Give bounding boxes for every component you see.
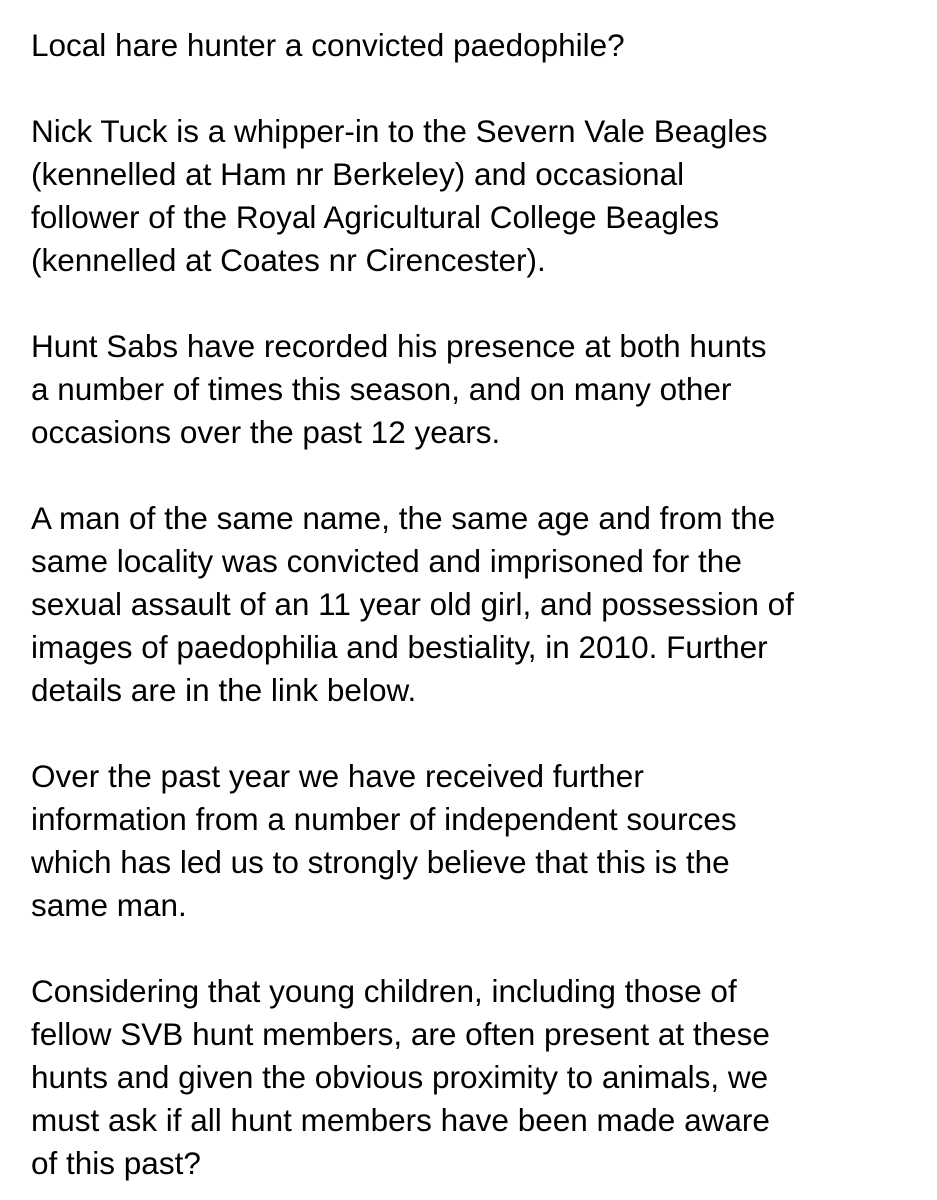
paragraph-whipper-in bbox=[31, 110, 921, 282]
text-line: of this past? bbox=[31, 1145, 201, 1181]
text-line: same locality was convicted and imprisoned for the bbox=[31, 543, 742, 579]
text-line: which has led us to strongly believe that this is the bbox=[31, 844, 730, 880]
text-line: images of paedophilia and bestiality, in 2010. Further bbox=[31, 629, 768, 665]
text-line: (kennelled at Ham nr Berkeley) and occasional bbox=[31, 156, 685, 192]
note-body bbox=[31, 24, 921, 1185]
text-line: Considering that young children, including those of bbox=[31, 973, 737, 1009]
paragraph-hunt-sabs bbox=[31, 325, 921, 454]
text-line: details are in the link below. bbox=[31, 672, 417, 708]
text-line: a number of times this season, and on many other bbox=[31, 371, 732, 407]
text-line: fellow SVB hunt members, are often present at these bbox=[31, 1016, 770, 1052]
text-line: Nick Tuck is a whipper-in to the Severn Vale Beagles bbox=[31, 113, 768, 149]
text-line: information from a number of independent sources bbox=[31, 801, 737, 837]
text-line: must ask if all hunt members have been made aware bbox=[31, 1102, 770, 1138]
text-line: follower of the Royal Agricultural College Beagles bbox=[31, 199, 720, 235]
text-line: same man. bbox=[31, 887, 187, 923]
paragraph-conviction bbox=[31, 497, 921, 712]
text-line: hunts and given the obvious proximity to animals, we bbox=[31, 1059, 769, 1095]
paragraph-sources bbox=[31, 755, 921, 927]
text-line: sexual assault of an 11 year old girl, and possession of bbox=[31, 586, 794, 622]
text-line: A man of the same name, the same age and from the bbox=[31, 500, 776, 536]
text-line: Local hare hunter a convicted paedophile? bbox=[31, 27, 625, 63]
paragraph-children bbox=[31, 970, 921, 1185]
headline-paragraph bbox=[31, 24, 921, 67]
text-line: Hunt Sabs have recorded his presence at both hunts bbox=[31, 328, 767, 364]
text-line: Over the past year we have received further bbox=[31, 758, 644, 794]
text-line: occasions over the past 12 years. bbox=[31, 414, 501, 450]
text-line: (kennelled at Coates nr Cirencester). bbox=[31, 242, 546, 278]
